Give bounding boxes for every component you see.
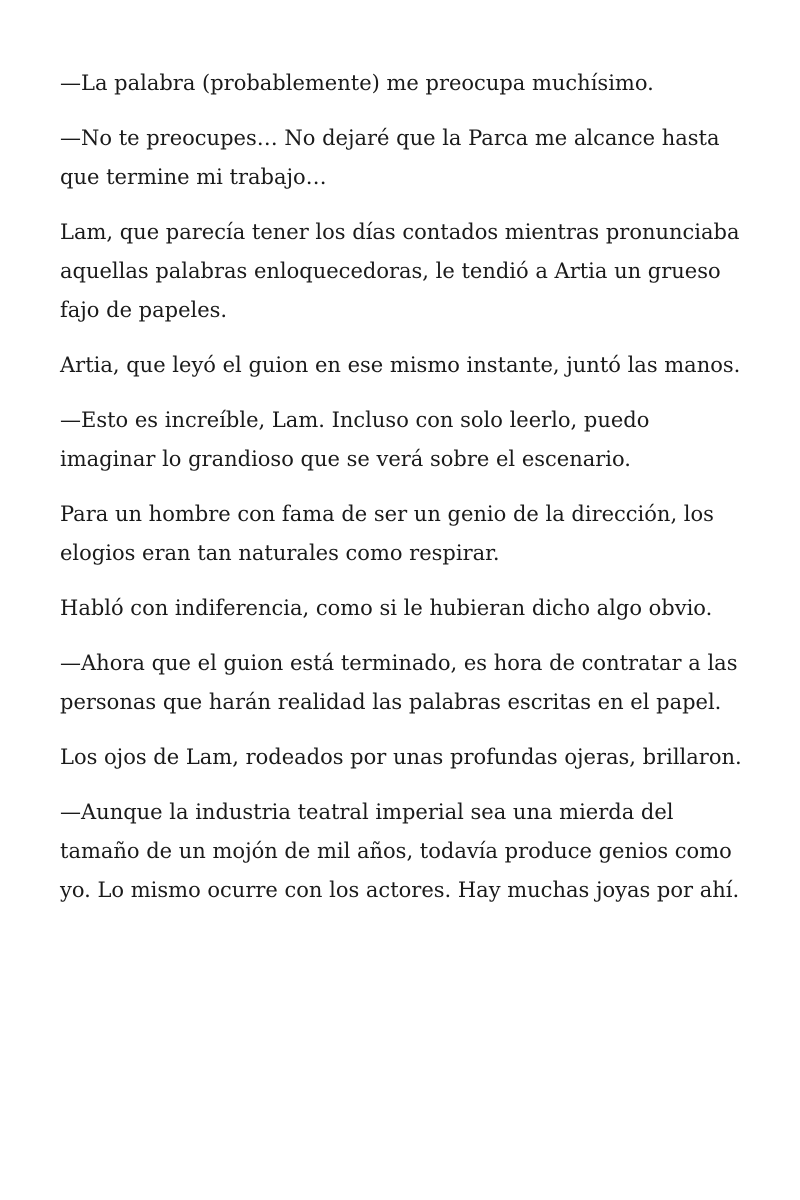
- paragraph-1: —La palabra (probablemente) me preocupa muchísimo.: [60, 71, 654, 95]
- paragraph-4: Artia, que leyó el guion en ese mismo instante, juntó las manos.: [60, 353, 741, 377]
- paragraph-5: —Esto es increíble, Lam. Incluso con solo leerlo, puedo imaginar lo grandioso que se verá sobre el escenario.: [60, 408, 650, 471]
- paragraph-10: —Aunque la industria teatral imperial sea una mierda del tamaño de un mojón de mil años, todavía produce genios como yo. Lo mismo ocurre con los actores. Hay muchas joyas por ahí.: [60, 800, 740, 902]
- paragraph-8: —Ahora que el guion está terminado, es hora de contratar a las personas que harán realidad las palabras escritas en el papel.: [60, 651, 738, 714]
- paragraph-3: Lam, que parecía tener los días contados mientras pronunciaba aquellas palabras enloquecedoras, le tendió a Artia un grueso fajo de papeles.: [60, 220, 740, 322]
- paragraph-2: —No te preocupes… No dejaré que la Parca me alcance hasta que termine mi trabajo…: [60, 126, 720, 189]
- document-page: [60, 64, 750, 926]
- paragraph-7: Habló con indiferencia, como si le hubieran dicho algo obvio.: [60, 596, 713, 620]
- paragraph-6: Para un hombre con fama de ser un genio de la dirección, los elogios eran tan naturales como respirar.: [60, 502, 714, 565]
- paragraph-9: Los ojos de Lam, rodeados por unas profundas ojeras, brillaron.: [60, 745, 742, 769]
